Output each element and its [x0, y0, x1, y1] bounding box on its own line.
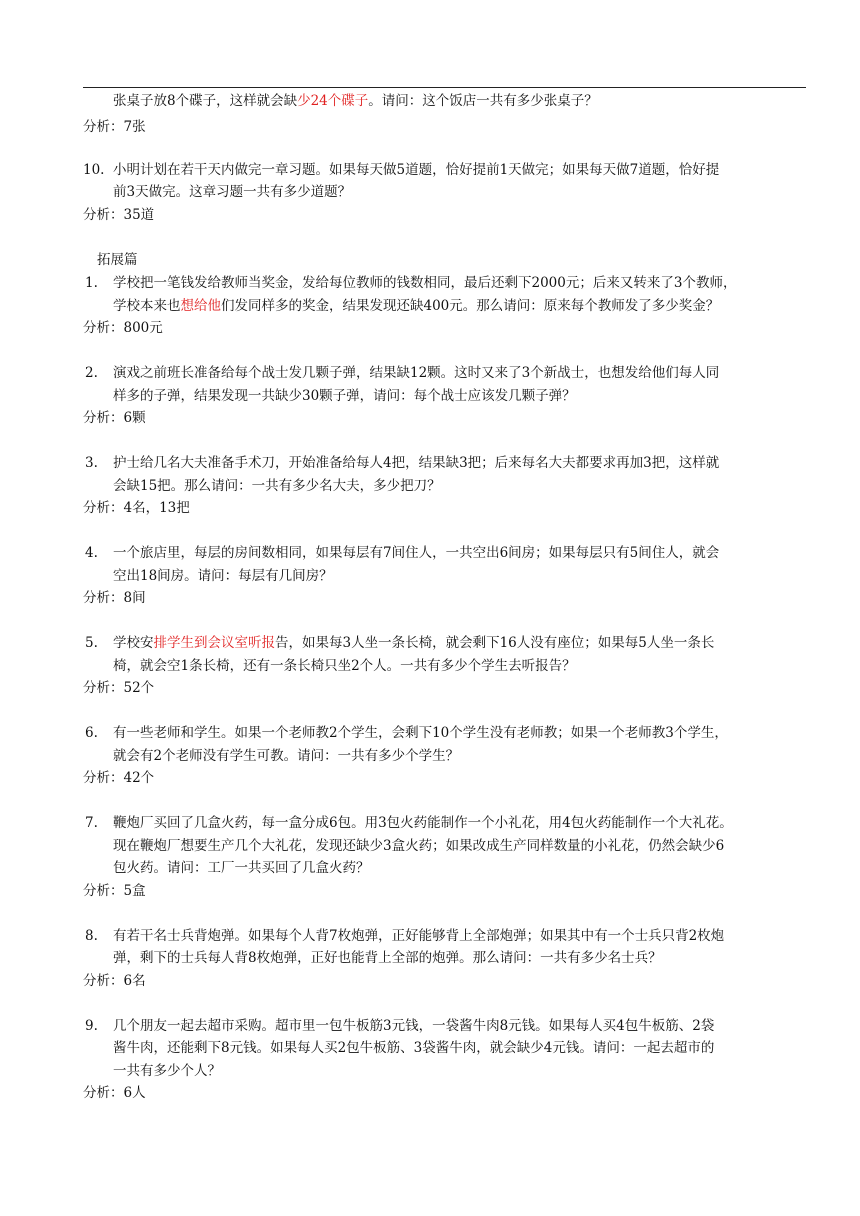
continuation-text-end: 。请问：这个饭店一共有多少张桌子？	[368, 93, 598, 109]
question-line: 前3天做完。这章习题一共有多少道题？	[113, 184, 352, 200]
question-line: 包火药。请问：工厂一共买回了几盒火药？	[113, 860, 370, 876]
question-line: 几个朋友一起去超市采购。超市里一包牛板筋3元钱，一袋酱牛肉8元钱。如果每人买4包牛板筋、2袋	[113, 1018, 715, 1034]
text-segment: 学校本来也	[113, 298, 181, 314]
question-number: 10.	[83, 162, 105, 178]
question-line	[113, 296, 719, 316]
answer-line: 分析：6颗	[83, 410, 146, 426]
question-line: 空出18间房。请问：每层有几间房？	[113, 568, 333, 584]
question-number: 8.	[85, 928, 98, 944]
question-line	[113, 633, 714, 653]
question-line: 就会有2个老师没有学生可教。请问：一共有多少个学生？	[113, 748, 460, 764]
answer-line: 分析：7张	[83, 119, 146, 135]
answer-line: 分析：5盒	[83, 883, 146, 899]
continuation-text: 张桌子放8个碟子，这样就会缺	[113, 93, 298, 109]
answer-line: 分析：42个	[83, 770, 155, 786]
question-line: 椅，就会空1条长椅，还有一条长椅只坐2个人。一共有多少个学生去听报告？	[113, 658, 576, 674]
question-line: 现在鞭炮厂想要生产几个大礼花，发现还缺少3盒火药；如果改成生产同样数量的小礼花，仍然会缺少6	[113, 838, 725, 854]
question-line: 鞭炮厂买回了几盒火药，每一盒分成6包。用3包火药能制作一个小礼花，用4包火药能制作一个大礼花。	[113, 815, 733, 831]
question-line: 学校把一笔钱发给教师当奖金，发给每位教师的钱数相同，最后还剩下2000元；后来又转来了3个教师，	[113, 275, 737, 291]
question-line: 小明计划在若干天内做完一章习题。如果每天做5道题，恰好提前1天做完；如果每天做7道题，恰好提	[113, 162, 720, 178]
answer-line: 分析：8间	[83, 590, 146, 606]
question-line: 演戏之前班长准备给每个战士发几颗子弹，结果缺12颗。这时又来了3个新战士，也想发给他们每人同	[113, 365, 720, 381]
question-line: 有若干名士兵背炮弹。如果每个人背7枚炮弹，正好能够背上全部炮弹；如果其中有一个士兵只背2枚炮	[113, 928, 725, 944]
answer-line: 分析：52个	[83, 680, 155, 696]
answer-line: 分析：6人	[83, 1085, 146, 1101]
answer-line: 分析：800元	[83, 320, 163, 336]
answer-line: 分析：35道	[83, 207, 155, 223]
question-number: 9.	[85, 1018, 98, 1034]
text-segment: 们发同样多的奖金，结果发现还缺400元。那么请问：原来每个教师发了多少奖金？	[221, 298, 720, 314]
question-number: 7.	[85, 815, 98, 831]
highlighted-text: 排学生到会议室听报	[153, 635, 275, 651]
question-number: 4.	[85, 545, 98, 561]
question-number: 5.	[85, 635, 98, 651]
text-segment: 学校安	[113, 635, 154, 651]
question-line: 护士给几名大夫准备手术刀，开始准备给每人4把，结果缺3把；后来每名大夫都要求再加3把，这样就	[113, 455, 720, 471]
question-line: 一个旅店里，每层的房间数相同，如果每层有7间住人，一共空出6间房；如果每层只有5间住人，就会	[113, 545, 720, 561]
question-number: 1.	[85, 275, 98, 291]
question-line: 会缺15把。那么请问：一共有多少名大夫，多少把刀？	[113, 478, 441, 494]
continuation-line	[113, 91, 598, 111]
text-segment: 告，如果每3人坐一条长椅，就会剩下16人没有座位；如果每5人坐一条长	[275, 635, 715, 651]
highlighted-text: 少24个碟子	[297, 93, 369, 109]
question-line: 弹，剩下的士兵每人背8枚炮弹，正好也能背上全部的炮弹。那么请问：一共有多少名士兵？	[113, 950, 662, 966]
highlighted-text: 想给他	[180, 298, 221, 314]
question-line: 有一些老师和学生。如果一个老师教2个学生，会剩下10个学生没有老师教；如果一个老师教3个学生，	[113, 725, 728, 741]
section-title: 拓展篇	[97, 252, 138, 268]
answer-line: 分析：4名，13把	[83, 500, 190, 516]
question-line: 酱牛肉，还能剩下8元钱。如果每人买2包牛板筋、3袋酱牛肉，就会缺少4元钱。请问：一起去超市的	[113, 1040, 715, 1056]
question-line: 一共有多少个人？	[113, 1063, 221, 1079]
question-number: 2.	[85, 365, 98, 381]
answer-line: 分析：6名	[83, 973, 146, 989]
question-number: 3.	[85, 455, 98, 471]
question-number: 6.	[85, 725, 98, 741]
header-rule	[83, 87, 806, 88]
question-line: 样多的子弹，结果发现一共缺少30颗子弹，请问：每个战士应该发几颗子弹？	[113, 388, 576, 404]
